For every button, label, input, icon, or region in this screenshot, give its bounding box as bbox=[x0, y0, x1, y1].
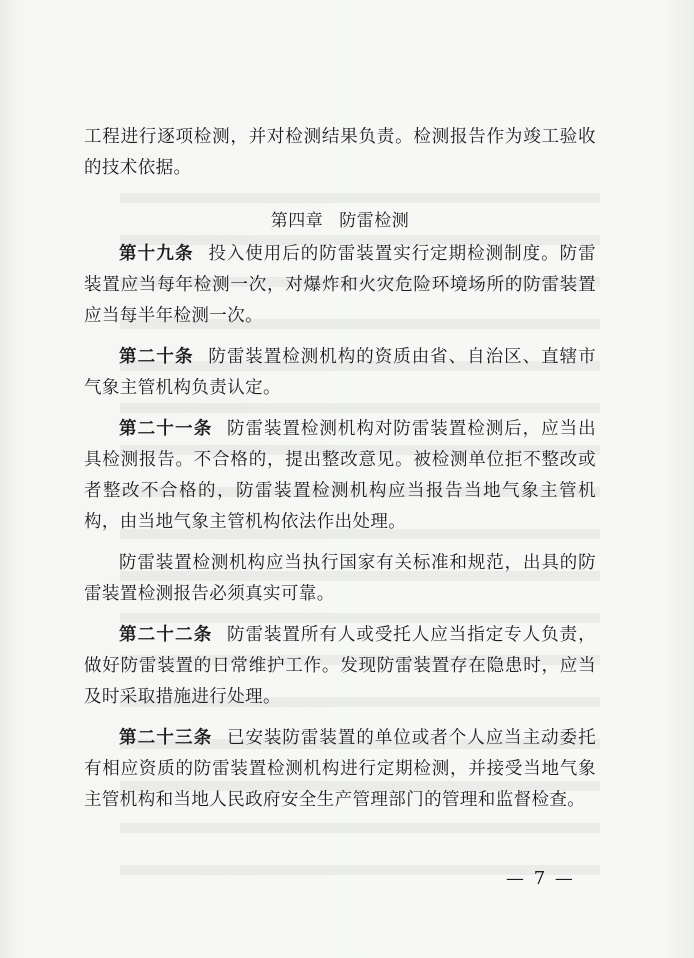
article-19 bbox=[84, 239, 596, 332]
article-number: 第二十三条 bbox=[119, 728, 213, 748]
continuation-paragraph: 工程进行逐项检测，并对检测结果负责。检测报告作为竣工验收的技术依据。 bbox=[84, 127, 596, 178]
article-number: 第二十一条 bbox=[119, 419, 213, 439]
article-22 bbox=[84, 620, 596, 713]
article-text: 防雷装置检测机构对防雷装置检测后，应当出具检测报告。不合格的，提出整改意见。被检测单位拒不整改或者整改不合格的，防雷装置检测机构应当报告当地气象主管机构，由当地气象主管机构依法作出处理。 bbox=[84, 419, 597, 532]
article-20 bbox=[84, 342, 596, 404]
chapter-title: 防雷检测 bbox=[339, 211, 410, 231]
article-23 bbox=[84, 723, 596, 816]
article-text: 防雷装置检测机构的资质由省、自治区、直辖市气象主管机构负责认定。 bbox=[84, 347, 596, 398]
chapter-number: 第四章 bbox=[270, 211, 324, 231]
document-body bbox=[84, 122, 596, 816]
article-21 bbox=[84, 414, 596, 538]
article-number: 第二十二条 bbox=[119, 625, 213, 645]
article-number: 第十九条 bbox=[119, 244, 194, 264]
article-21-paragraph-2 bbox=[84, 548, 596, 610]
article-text: 已安装防雷装置的单位或者个人应当主动委托有相应资质的防雷装置检测机构进行定期检测，并接受当地气象主管机构和当地人民政府安全生产管理部门的管理和监督检查。 bbox=[84, 728, 597, 810]
article-text: 防雷装置检测机构应当执行国家有关标准和规范，出具的防雷装置检测报告必须真实可靠。 bbox=[84, 553, 596, 604]
chapter-heading bbox=[84, 206, 596, 237]
article-text: 防雷装置所有人或受托人应当指定专人负责，做好防雷装置的日常维护工作。发现防雷装置存在隐患时，应当及时采取措施进行处理。 bbox=[84, 625, 597, 707]
article-text: 投入使用后的防雷装置实行定期检测制度。防雷装置应当每年检测一次，对爆炸和火灾危险环境场所的防雷装置应当每半年检测一次。 bbox=[84, 244, 596, 326]
article-number: 第二十条 bbox=[119, 347, 194, 367]
page-number: — 7 — bbox=[506, 868, 575, 889]
